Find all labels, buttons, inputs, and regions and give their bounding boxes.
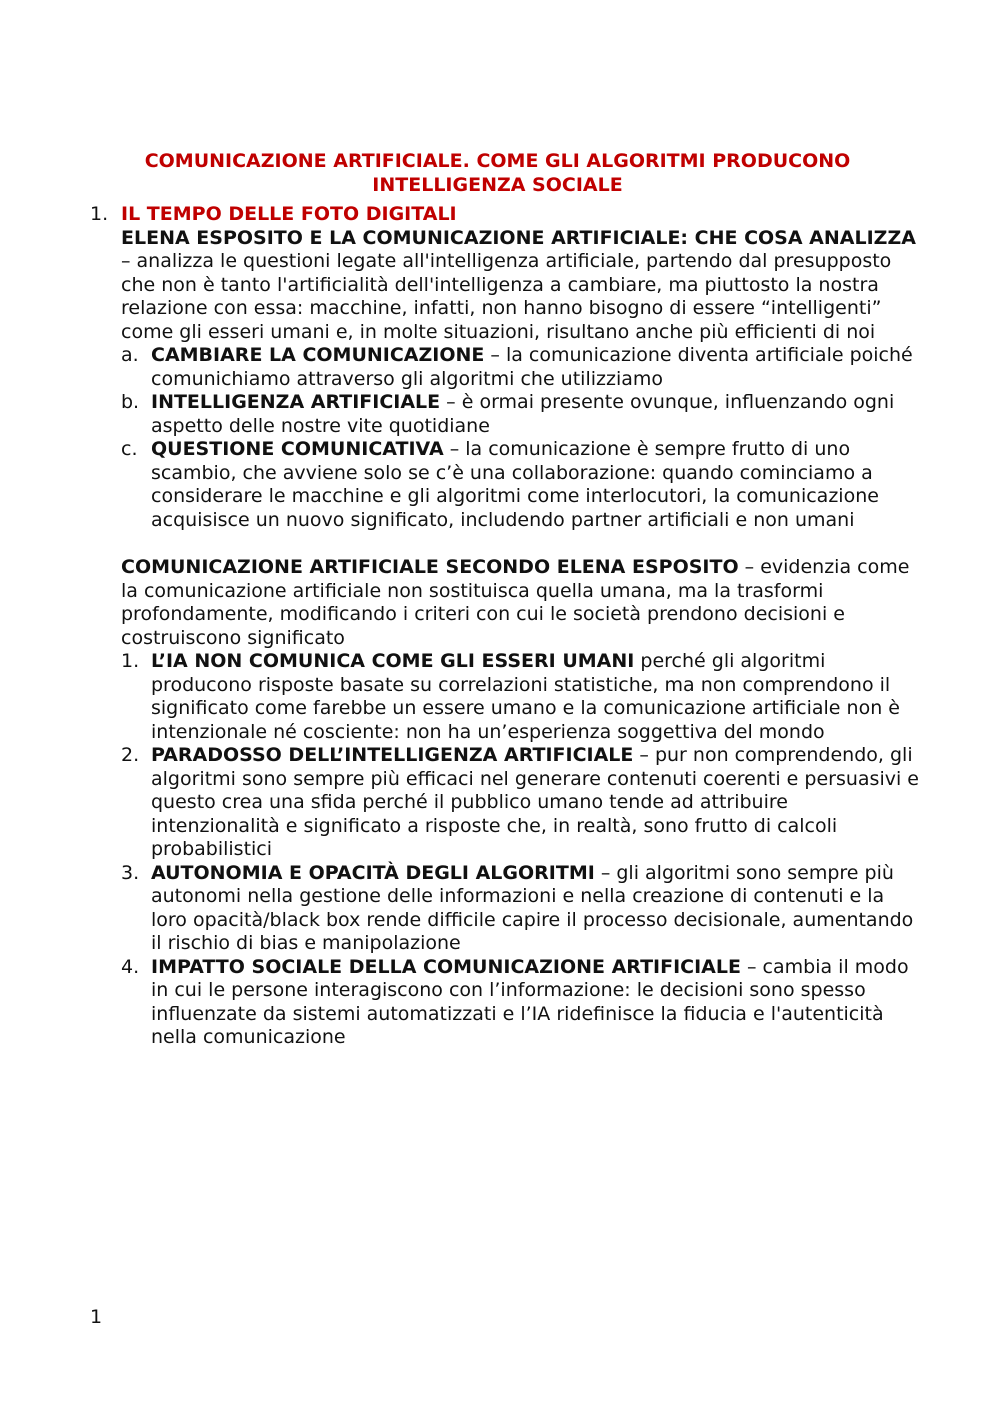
section-row bbox=[90, 203, 920, 1050]
numbered-item-2 bbox=[121, 744, 920, 862]
numbered-item-marker: 4. bbox=[121, 955, 140, 978]
numbered-item-1 bbox=[121, 650, 920, 744]
numbered-item-list bbox=[121, 650, 920, 1050]
sub-item-marker: a. bbox=[121, 344, 139, 366]
numbered-item-bold: PARADOSSO DELL’INTELLIGENZA ARTIFICIALE bbox=[151, 744, 634, 766]
document-title: COMUNICAZIONE ARTIFICIALE. COME GLI ALGORITMI PRODUCONO INTELLIGENZA SOCIALE bbox=[144, 150, 851, 196]
numbered-item-4 bbox=[121, 956, 920, 1050]
sub-item-a bbox=[121, 344, 920, 391]
numbered-item-bold: AUTONOMIA E OPACITÀ DEGLI ALGORITMI bbox=[151, 861, 595, 884]
sub-item-marker: c. bbox=[121, 438, 138, 460]
numbered-item-text: – pur non comprendendo, gli algoritmi sono sempre più efficaci nel generare contenuti coerenti e persuasivi e questo crea una sfida perché il pubblico umano tende ad attribuire intenzionalità e significato a risposte che, in realtà, sono frutto di calcoli probabilistici bbox=[151, 744, 919, 860]
numbered-item-marker: 3. bbox=[121, 861, 140, 884]
paragraph-spacer bbox=[121, 532, 920, 556]
second-paragraph bbox=[121, 556, 920, 650]
sub-item-bold: CAMBIARE LA COMUNICAZIONE bbox=[151, 344, 485, 366]
numbered-item-bold: L’IA NON COMUNICA COME GLI ESSERI UMANI bbox=[151, 650, 635, 672]
sub-item-bold: QUESTIONE COMUNICATIVA bbox=[151, 438, 444, 460]
numbered-item-bold: IMPATTO SOCIALE DELLA COMUNICAZIONE ARTIFICIALE bbox=[151, 955, 741, 978]
numbered-item-text: – cambia il modo in cui le persone interagiscono con l’informazione: le decisioni sono spesso influenzate da sistemi automatizzati e l’IA ridefinisce la fiducia e l'autenticità nella comunicazione bbox=[151, 955, 909, 1048]
section-heading: IL TEMPO DELLE FOTO DIGITALI bbox=[121, 203, 457, 225]
numbered-item-marker: 2. bbox=[121, 744, 140, 766]
sub-item-bold: INTELLIGENZA ARTIFICIALE bbox=[151, 391, 441, 413]
sub-item-c bbox=[121, 438, 920, 532]
section-1 bbox=[90, 203, 920, 1050]
numbered-item-text: perché gli algoritmi producono risposte basate su correlazioni statistiche, ma non comprendono il significato come farebbe un essere umano e la comunicazione artificiale non è intenzionale né cosciente: non ha un’esperienza soggettiva del mondo bbox=[151, 650, 900, 743]
second-text: – evidenzia come la comunicazione artificiale non sostituisca quella umana, ma la trasformi profondamente, modificando i criteri con cui le società prendono decisioni e costruiscono significato bbox=[121, 556, 910, 649]
numbered-item-marker: 1. bbox=[121, 650, 140, 672]
sub-item-list bbox=[121, 344, 920, 532]
sub-item-text: – la comunicazione diventa artificiale poiché comunichiamo attraverso gli algoritmi che utilizziamo bbox=[151, 344, 913, 390]
sub-item-marker: b. bbox=[121, 391, 140, 413]
numbered-item-text: – gli algoritmi sono sempre più autonomi nella gestione delle informazioni e nella creazione di contenuti e la loro opacità/black box rende difficile capire il processo decisionale, aumentando il rischio di bias e manipolazione bbox=[151, 861, 914, 954]
section-number: 1. bbox=[90, 203, 109, 225]
intro-text: – analizza le questioni legate all'intelligenza artificiale, partendo dal presupposto che non è tanto l'artificialità dell'intelligenza a cambiare, ma piuttosto la nostra relazione con essa: macchine, infatti, non hanno bisogno di essere “intelligenti” come gli esseri umani e, in molte situazioni, risultano anche più efficienti di noi bbox=[121, 250, 892, 343]
sub-item-text: – è ormai presente ovunque, influenzando ogni aspetto delle nostre vite quotidiane bbox=[151, 391, 895, 437]
intro-bold: ELENA ESPOSITO E LA COMUNICAZIONE ARTIFICIALE: CHE COSA ANALIZZA bbox=[121, 226, 916, 249]
page-number: 1 bbox=[90, 1306, 103, 1328]
sub-item-text: – la comunicazione è sempre frutto di uno scambio, che avviene solo se c’è una collaborazione: quando cominciamo a considerare le macchine e gli algoritmi come interlocutori, la comunicazione acquisisce un nuovo significato, includendo partner artificiali e non umani bbox=[151, 438, 879, 531]
numbered-item-3 bbox=[121, 862, 920, 956]
sub-item-b bbox=[121, 391, 920, 438]
second-bold: COMUNICAZIONE ARTIFICIALE SECONDO ELENA ESPOSITO bbox=[121, 556, 739, 578]
intro-paragraph bbox=[121, 227, 920, 345]
